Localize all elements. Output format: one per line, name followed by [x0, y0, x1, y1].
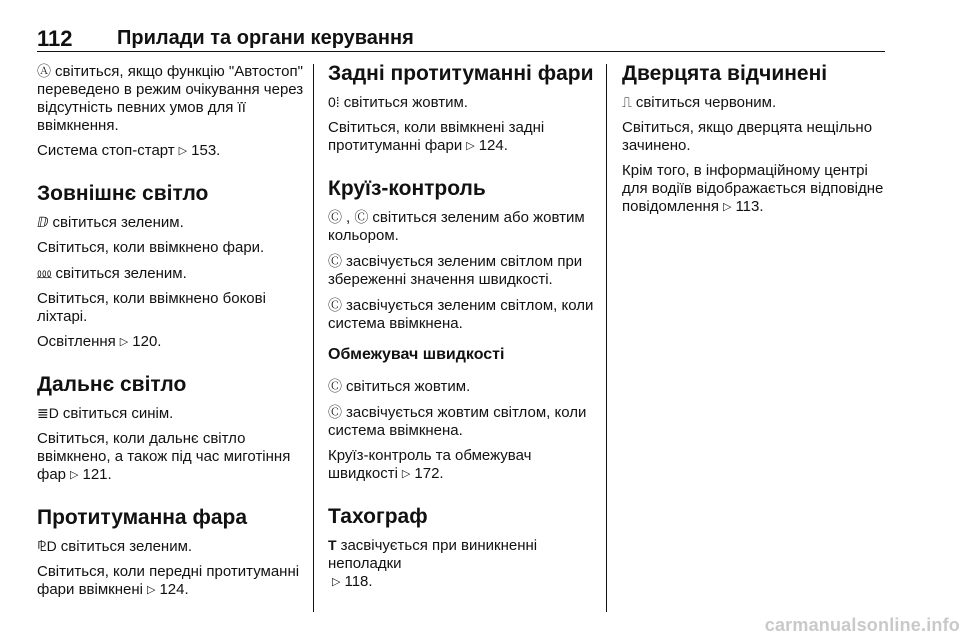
paragraph: Ⓒ засвічується жовтим світлом, коли система ввімкнена.	[328, 404, 587, 439]
arrow-icon: ▷	[332, 576, 341, 588]
paragraph: Світиться, коли передні протитуманні фари ввімкнені ▷ 124.	[37, 563, 300, 598]
column-3	[622, 62, 890, 216]
section-heading: Круїз-контроль	[328, 177, 486, 200]
tachograph-icon: T	[328, 537, 337, 553]
section-heading: Дальнє світло	[37, 373, 187, 396]
paragraph: Світиться, коли ввімкнено бокові ліхтарі.	[37, 290, 266, 325]
arrow-icon: ▷	[466, 140, 475, 152]
paragraph: Ⓒ засвічується зеленим світлом, коли система ввімкнена.	[328, 297, 594, 332]
cruise-icon: Ⓒ	[328, 209, 342, 225]
paragraph: Світиться, коли ввімкнено фари.	[37, 239, 265, 256]
page-header	[37, 26, 885, 52]
arrow-icon: ▷	[401, 468, 411, 480]
cruise-icon: Ⓒ	[328, 253, 342, 269]
paragraph: Ⓒ , Ⓒ світиться зеленим або жовтим кольором.	[328, 209, 585, 244]
paragraph: Крім того, в інформаційному центрі для водіїв відображається відповідне повідомлення ▷ 113.	[622, 162, 884, 215]
page-ref-link[interactable]: 172.	[414, 465, 444, 482]
section-heading: Дверцята відчинені	[622, 62, 828, 85]
paragraph: ⅏ світиться зеленим.	[37, 265, 187, 282]
paragraph: Круїз-контроль та обмежувач швидкості ▷ 172.	[328, 447, 532, 482]
column-1	[37, 62, 309, 599]
front-fog-icon: ⅊D	[37, 538, 57, 554]
side-light-icon: ⅏	[37, 265, 52, 281]
column-2	[328, 62, 600, 591]
arrow-icon: ▷	[119, 336, 129, 348]
paragraph: ⅊D світиться зеленим.	[37, 538, 193, 555]
arrow-icon: ▷	[70, 469, 79, 481]
cruise-active-icon: Ⓒ	[354, 209, 369, 225]
page-title: Прилади та органи керування	[117, 27, 414, 49]
paragraph: Світиться, коли дальнє світло ввімкнено, а також під час миготіння фар ▷ 121.	[37, 430, 291, 483]
paragraph: Світиться, коли ввімкнені задні протитуманні фари ▷ 124.	[328, 119, 545, 154]
section-heading: Тахограф	[328, 505, 428, 528]
page-ref-link[interactable]: 124.	[478, 137, 508, 154]
paragraph: Ⓒ засвічується зеленим світлом при збереженні значення швидкості.	[328, 253, 583, 288]
paragraph: Ⓐ світиться, якщо функцію "Автостоп" переведено в режим очікування через відсутність певних умов для її ввімкнення.	[37, 63, 304, 134]
page-ref-link[interactable]: 118.	[344, 573, 373, 590]
speed-limiter-icon: Ⓒ	[328, 404, 342, 420]
high-beam-icon: ≣D	[37, 405, 59, 421]
cruise-active-icon: Ⓒ	[328, 297, 342, 313]
paragraph: 0⁞ світиться жовтим.	[328, 94, 468, 111]
door-open-icon: ⎍	[622, 94, 632, 110]
paragraph: Ⓒ світиться жовтим.	[328, 378, 471, 395]
low-beam-icon: ⅅ	[37, 214, 49, 230]
section-heading: Зовнішнє світло	[37, 182, 209, 205]
page-ref-link[interactable]: 124.	[159, 581, 189, 598]
speed-limiter-icon: Ⓒ	[328, 378, 342, 394]
rear-fog-icon: 0⁞	[328, 94, 340, 110]
section-heading: Протитуманна фара	[37, 506, 248, 529]
section-heading: Задні протитуманні фари	[328, 62, 594, 85]
paragraph: ⎍ світиться червоним.	[622, 94, 777, 111]
column-divider	[606, 64, 607, 612]
paragraph: ≣D світиться синім.	[37, 405, 174, 422]
auto-stop-icon: Ⓐ	[37, 63, 51, 79]
paragraph: Світиться, якщо дверцята нещільно зачинено.	[622, 119, 873, 154]
page-ref-link[interactable]: 120.	[132, 333, 162, 350]
watermark: carmanualsonline.info	[764, 615, 960, 635]
header-rule	[37, 51, 885, 52]
paragraph: Освітлення ▷ 120.	[37, 333, 162, 350]
paragraph: ⅅ світиться зеленим.	[37, 214, 184, 231]
arrow-icon: ▷	[178, 145, 188, 157]
page-number: 112	[37, 26, 73, 51]
page-ref-link[interactable]: 113.	[735, 198, 764, 215]
page-ref-link[interactable]: 121.	[82, 466, 112, 483]
paragraph: Система стоп-старт ▷ 153.	[37, 142, 221, 159]
page-ref-link[interactable]: 153.	[191, 142, 221, 159]
column-divider	[313, 64, 314, 612]
subsection-heading: Обмежувач швидкості	[328, 346, 505, 363]
paragraph: T засвічується при виникненні неполадки ▷ 118.	[328, 537, 538, 590]
arrow-icon: ▷	[722, 201, 732, 213]
arrow-icon: ▷	[146, 584, 156, 596]
